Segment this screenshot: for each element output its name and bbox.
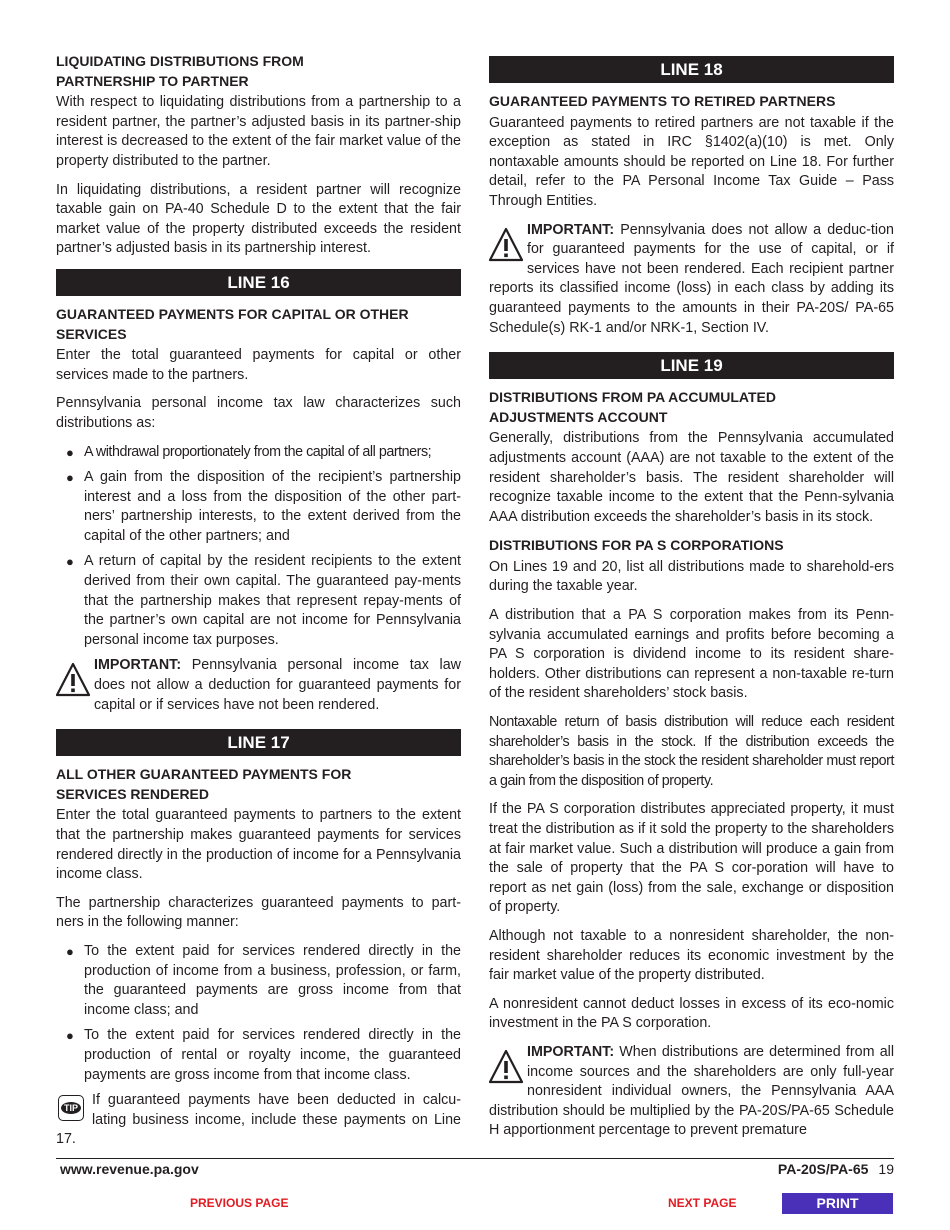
line-17-bar: LINE 17 <box>56 729 461 756</box>
list-item: ● A return of capital by the resident recipients to the extent derived from their own capital. The guaranteed pay-ments that the partnership makes that represent repay-ments of the partner’s own capital are not income for Pennsylvania personal income tax purposes. <box>66 553 461 648</box>
line-19-paragraph-3: A distribution that a PA S corporation makes from its Penn-sylvania accumulated earnings and profits before becoming a PA S corporation is dividend income to its resident share-holders. Other distributions can represent a non-taxable re-turn of the resident shareholders’ stock basis. <box>489 607 894 702</box>
line-18-paragraph-1: Guaranteed payments to retired partners are not taxable if the exception as stated in IRC §1402(a)(10) is met. Only nontaxable amounts should be reported on Line 18. For further detail, refer to the PA Personal Income Tax Guide – Pass Through Entities. <box>489 114 894 209</box>
line-19-paragraph-5: If the PA S corporation distributes appreciated property, it must treat the distribution as if it sold the property to the shareholders at fair market value. Such a distribution will produce a gain from the sale of property that the PA S cor-poration will have to report as net gain (loss) from the sale, exchange or disposition of property. <box>489 801 894 916</box>
line-17-bullets <box>56 942 461 1085</box>
line-19-paragraph-1: Generally, distributions from the Pennsylvania accumulated adjustments account (AAA) are not taxable to the extent of the resident shareholder’s basis. The resident shareholder will recognize taxable income to the extent that the Penn-sylvania AAA distribution exceeds the shareholder’s basis in its stock. <box>489 430 894 525</box>
footer-divider <box>56 1158 894 1159</box>
list-item: ● A gain from the disposition of the recipient’s partnership interest and a loss from the disposition of the other part-ners’ partnership interests, to the extent derived from the capital of the other partners; and <box>66 469 461 544</box>
line-19-bar: LINE 19 <box>489 352 894 379</box>
left-column <box>56 52 461 1159</box>
page-number: 19 <box>878 1161 894 1177</box>
footer-website: www.revenue.pa.gov <box>60 1161 199 1177</box>
line-18-important-note: IMPORTANT: Pennsylvania does not allow a deduc-tion for guaranteed payments for the use of capital, or if services have not been rendered. Each recipient partner reports its classified income (loss) in each class by adding its guaranteed payments to the amounts in their PA-20S/ PA-65 Schedule(s) RK-1 and/or NRK-1, Section IV. <box>489 221 894 336</box>
line-19-paragraph-4: Nontaxable return of basis distribution will reduce each resident shareholder’s basis in the stock. If the distribution exceeds the shareholder’s basis in the stock the resident shareholder must report a gain from the disposition of property. <box>489 714 894 789</box>
line-16-paragraph-2: Pennsylvania personal income tax law characterizes such distributions as: <box>56 395 461 431</box>
line-16-bullets <box>56 443 461 651</box>
line-17-heading: ALL OTHER GUARANTEED PAYMENTS FOR SERVICES RENDERED <box>56 766 352 802</box>
tip-icon: TIP <box>58 1095 84 1121</box>
line-19-paragraph-2: On Lines 19 and 20, list all distributions made to sharehold-ers during the taxable year. <box>489 558 894 595</box>
next-page-link[interactable]: NEXT PAGE <box>668 1196 737 1210</box>
line-19-important-note: IMPORTANT: When distributions are determined from all income sources and the shareholders are only full-year nonresident individual owners, the Pennsylvania AAA distribution should be multiplied by the PA-20S/PA-65 Schedule H apportionment percentage to prevent premature <box>489 1043 894 1139</box>
line-17-paragraph-2: The partnership characterizes guaranteed payments to part-ners in the following manner: <box>56 894 461 931</box>
line-19-heading: DISTRIBUTIONS FROM PA ACCUMULATED ADJUSTMENTS ACCOUNT <box>489 389 776 425</box>
line-18-bar: LINE 18 <box>489 56 894 83</box>
line-16-paragraph-1: Enter the total guaranteed payments for capital or other services made to the partners. <box>56 347 461 383</box>
liquidating-paragraph-2: In liquidating distributions, a resident partner will recognize taxable gain on PA-40 Schedule D to the extent that the fair market value of the property distributed exceeds the resident partner’s adjusted basis in its partnership interest. <box>56 181 461 257</box>
warning-icon <box>56 662 90 698</box>
line-19-paragraph-7: A nonresident cannot deduct losses in excess of its eco-nomic investment in the PA S corporation. <box>489 995 894 1032</box>
liquidating-heading: LIQUIDATING DISTRIBUTIONS FROM PARTNERSHIP TO PARTNER <box>56 53 304 89</box>
line-16-bar: LINE 16 <box>56 269 461 296</box>
line-16-heading: GUARANTEED PAYMENTS FOR CAPITAL OR OTHER SERVICES <box>56 305 409 342</box>
print-button[interactable]: PRINT <box>782 1193 893 1214</box>
line-19-paragraph-6: Although not taxable to a nonresident shareholder, the non-resident shareholder reduces its economic investment by the fair market value of the property distributed. <box>489 927 894 984</box>
pa-s-corp-heading: DISTRIBUTIONS FOR PA S CORPORATIONS <box>489 537 784 554</box>
line-18-heading: GUARANTEED PAYMENTS TO RETIRED PARTNERS <box>489 93 836 109</box>
previous-page-link[interactable]: PREVIOUS PAGE <box>190 1196 289 1210</box>
list-item: ● To the extent paid for services rendered directly in the production of income from a business, profession, or farm, the guaranteed payments are gross income from that income class; and <box>66 942 461 1018</box>
line-16-important-note: IMPORTANT: Pennsylvania personal income tax law does not allow a deduction for guaranteed payments for capital or if services have not been rendered. <box>56 656 461 715</box>
footer-form-name: PA-20S/PA-65 <box>777 1161 869 1177</box>
line-17-tip-note: TIP If guaranteed payments have been deducted in calcu-lating business income, include these payments on Line 17. <box>56 1092 461 1148</box>
liquidating-paragraph-1: With respect to liquidating distributions from a partnership to a resident partner, the partner’s adjusted basis in its partner-ship interest is decreased to the extent of the fair market value of the property distributed to the partner. <box>56 94 461 169</box>
warning-icon <box>489 1049 523 1085</box>
warning-icon <box>489 227 523 263</box>
right-column <box>489 52 894 1150</box>
line-17-paragraph-1: Enter the total guaranteed payments to partners to the extent that the partnership makes guaranteed payments for services rendered directly in the production of income for a Pennsylvania income class. <box>56 807 461 883</box>
footer-page-info <box>778 1161 894 1177</box>
list-item: ● A withdrawal proportionately from the capital of all partners; <box>66 443 432 460</box>
list-item: ● To the extent paid for services rendered directly in the production of rental or royalty income, the guaranteed payments are gross income from that income class. <box>66 1027 461 1083</box>
